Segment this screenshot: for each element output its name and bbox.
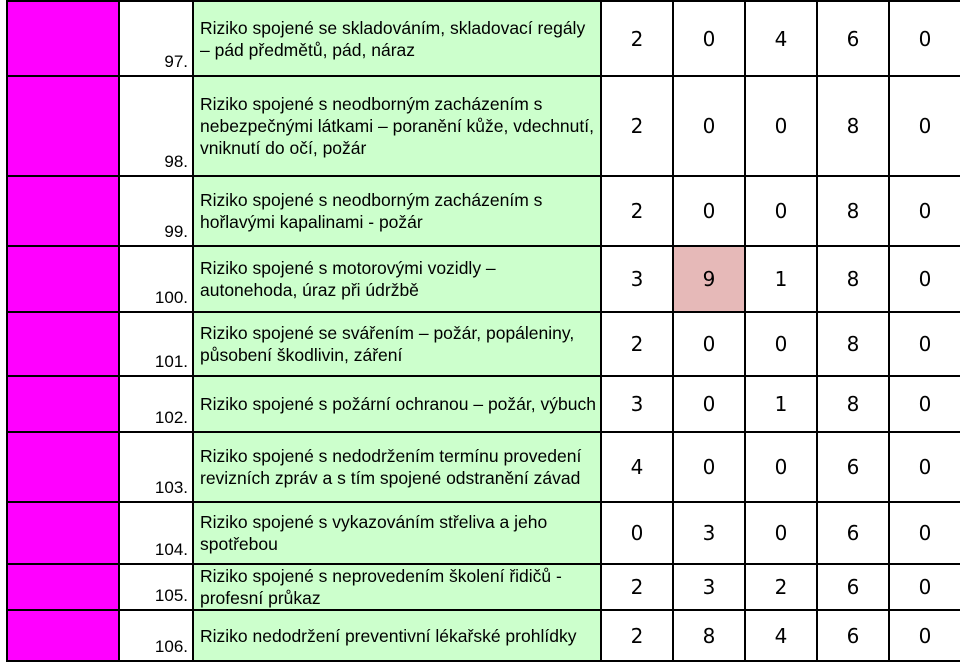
- score-cell: 1: [745, 246, 817, 312]
- score-cell: 0: [745, 502, 817, 564]
- score-cell: 3: [673, 502, 745, 564]
- row-number: 106.: [119, 610, 193, 661]
- row-marker: [7, 76, 119, 176]
- score-cell: 3: [673, 564, 745, 610]
- score-cell: 0: [745, 312, 817, 376]
- table-row: [7, 502, 960, 564]
- score-cell: 0: [889, 502, 960, 564]
- score-cell: 0: [889, 76, 960, 176]
- score-cell: 0: [601, 502, 673, 564]
- score-cell: 1: [745, 376, 817, 432]
- score-cell: 6: [817, 502, 889, 564]
- table-row: [7, 376, 960, 432]
- risk-description: Riziko spojené s neodborným zacházením s hořlavými kapalinami - požár: [193, 176, 601, 246]
- score-cell: 0: [745, 76, 817, 176]
- score-cell: 0: [745, 176, 817, 246]
- score-cell: 4: [745, 1, 817, 76]
- row-number: 102.: [119, 376, 193, 432]
- score-cell: 6: [817, 610, 889, 661]
- score-cell: 2: [601, 76, 673, 176]
- row-marker: [7, 246, 119, 312]
- score-cell: 0: [673, 176, 745, 246]
- row-number: 97.: [119, 1, 193, 76]
- score-cell: 4: [745, 610, 817, 661]
- row-marker: [7, 1, 119, 76]
- row-number: 98.: [119, 76, 193, 176]
- score-cell: 8: [817, 376, 889, 432]
- score-cell: 0: [673, 376, 745, 432]
- row-number: 101.: [119, 312, 193, 376]
- row-marker: [7, 312, 119, 376]
- score-cell: 8: [817, 312, 889, 376]
- row-marker: [7, 432, 119, 502]
- score-cell: 8: [817, 76, 889, 176]
- score-cell: 2: [601, 176, 673, 246]
- score-cell: 0: [673, 1, 745, 76]
- risk-description: Riziko spojené s vykazováním střeliva a jeho spotřebou: [193, 502, 601, 564]
- table-row: [7, 312, 960, 376]
- score-cell: 0: [673, 312, 745, 376]
- score-cell: 0: [745, 432, 817, 502]
- table-row: [7, 610, 960, 661]
- score-cell: 6: [817, 564, 889, 610]
- score-cell: 0: [889, 432, 960, 502]
- row-marker: [7, 376, 119, 432]
- score-cell: 0: [889, 312, 960, 376]
- score-cell: 0: [673, 76, 745, 176]
- risk-description: Riziko spojené s neodborným zacházením s nebezpečnými látkami – poranění kůže, vdechnutí, vniknutí do očí, požár: [193, 76, 601, 176]
- score-cell: 0: [889, 610, 960, 661]
- score-cell: 6: [817, 432, 889, 502]
- score-cell: 2: [745, 564, 817, 610]
- score-cell: 6: [817, 1, 889, 76]
- score-cell: 3: [601, 376, 673, 432]
- risk-description: Riziko nedodržení preventivní lékařské prohlídky: [193, 610, 601, 661]
- score-cell: 0: [889, 246, 960, 312]
- row-number: 99.: [119, 176, 193, 246]
- row-number: 104.: [119, 502, 193, 564]
- score-cell: 8: [817, 246, 889, 312]
- score-cell: 2: [601, 1, 673, 76]
- score-cell: 2: [601, 610, 673, 661]
- score-cell: 8: [817, 176, 889, 246]
- score-cell: 0: [673, 432, 745, 502]
- table-row: [7, 176, 960, 246]
- row-marker: [7, 564, 119, 610]
- table-row: [7, 76, 960, 176]
- row-number: 105.: [119, 564, 193, 610]
- score-cell: 9: [673, 246, 745, 312]
- score-cell: 0: [889, 176, 960, 246]
- row-marker: [7, 610, 119, 661]
- row-number: 103.: [119, 432, 193, 502]
- score-cell: 2: [601, 312, 673, 376]
- risk-description: Riziko spojené s požární ochranou – požár, výbuch: [193, 376, 601, 432]
- table-row: [7, 246, 960, 312]
- table-row: [7, 1, 960, 76]
- score-cell: 8: [673, 610, 745, 661]
- risk-table: [6, 0, 960, 662]
- row-marker: [7, 502, 119, 564]
- risk-description: Riziko spojené s motorovými vozidly – autonehoda, úraz při údržbě: [193, 246, 601, 312]
- score-cell: 0: [889, 1, 960, 76]
- risk-description: Riziko spojené s nedodržením termínu provedení revizních zpráv a s tím spojené odstranění závad: [193, 432, 601, 502]
- risk-description: Riziko spojené s neprovedením školení řidičů - profesní průkaz: [193, 564, 601, 610]
- score-cell: 4: [601, 432, 673, 502]
- table-row: [7, 564, 960, 610]
- risk-description: Riziko spojené se svářením – požár, popáleniny, působení škodlivin, záření: [193, 312, 601, 376]
- score-cell: 0: [889, 376, 960, 432]
- row-marker: [7, 176, 119, 246]
- table-row: [7, 432, 960, 502]
- score-cell: 0: [889, 564, 960, 610]
- risk-description: Riziko spojené se skladováním, skladovací regály – pád předmětů, pád, náraz: [193, 1, 601, 76]
- score-cell: 2: [601, 564, 673, 610]
- row-number: 100.: [119, 246, 193, 312]
- score-cell: 3: [601, 246, 673, 312]
